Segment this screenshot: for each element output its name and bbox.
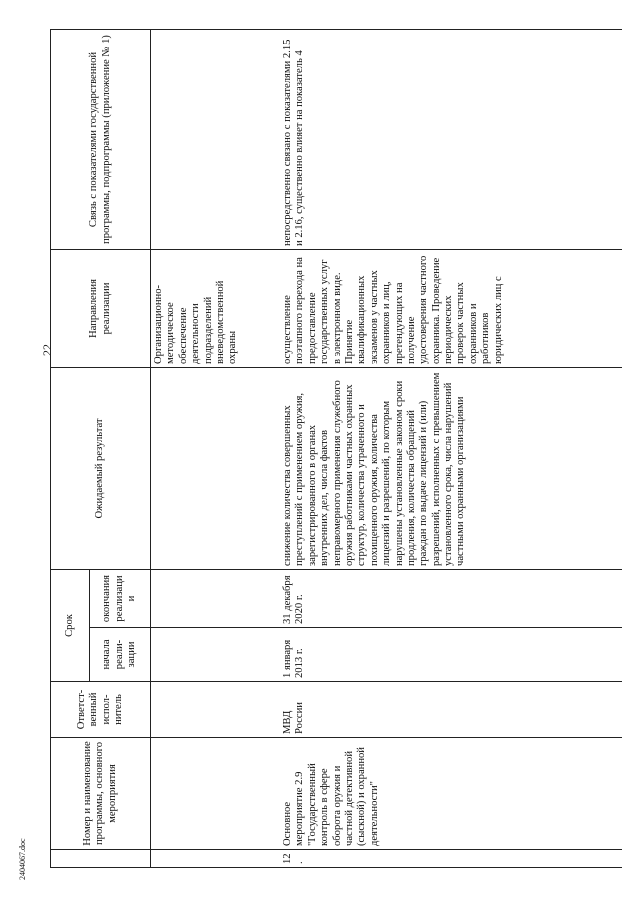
cell-start: 1 января 2013 г. <box>280 628 622 682</box>
document-footer: 2404067.doc <box>18 838 27 880</box>
cell-empty <box>151 628 281 682</box>
cell-empty <box>151 682 281 738</box>
table-row <box>280 30 622 868</box>
header-result: Ожидаемый результат <box>51 368 151 570</box>
cell-end: 31 декабря 2020 г. <box>280 570 622 628</box>
header-end: окончания реализации <box>90 570 151 628</box>
cell-empty <box>151 570 281 628</box>
header-direction: Направления реализации <box>51 250 151 368</box>
header-term: Срок <box>51 570 90 682</box>
page-number: 22 <box>40 344 54 356</box>
header-start: начала реали-зации <box>90 628 151 682</box>
header-name: Номер и наименование программы, основного мероприятия <box>51 738 151 850</box>
rotated-table-container <box>50 30 631 868</box>
table-header-row <box>51 30 90 868</box>
cell-empty <box>151 30 281 250</box>
cell-empty <box>151 738 281 850</box>
cell-name: Основное мероприятие 2.9 "Государственный контроль в сфере оборота оружия и частной детективной (сыскной) и охранной деятельности" <box>280 738 622 850</box>
cell-direction-prev: Организационно-методическое обеспечение деятельности подразделений вневедомственной охраны <box>151 250 281 368</box>
cell-direction: осуществление поэтапного перехода на предоставление государственных услуг в электронном виде. Принятие квалификационных экзаменов у частных охранников и лиц, претендующих на получение удостоверения частного охранника. Проведение периодических проверок частных охранников и работников юридических лиц с <box>280 250 622 368</box>
cell-result: снижение количества совершенных преступлений с применением оружия, зарегистрированного в органах внутренних дел, числа фактов неправомерного применения служебного оружия работниками частных охранных структур, количества утраченного и похищенного оружия, количества лицензий и разрешений, по которым нарушены установленные законом сроки продления, количества обращений граждан по выдаче лицензий и (или) разрешений, исполненных с превышением установленного срока, числа нарушений частными охранными организациями <box>280 368 622 570</box>
header-executor: Ответст-венный испол-нитель <box>51 682 151 738</box>
header-link: Связь с показателями государственной программы, подпрограммы (приложение № 1) <box>51 30 151 250</box>
table-row <box>151 30 281 868</box>
cell-executor: МВД России <box>280 682 622 738</box>
cell-link: непосредственно связано с показателями 2.15 и 2.16, существенно влияет на показатель 4 <box>280 30 622 250</box>
cell-empty <box>151 850 281 868</box>
program-activities-table <box>50 29 622 868</box>
cell-num: 12. <box>280 850 622 868</box>
header-num-cell <box>51 850 151 868</box>
cell-empty <box>151 368 281 570</box>
